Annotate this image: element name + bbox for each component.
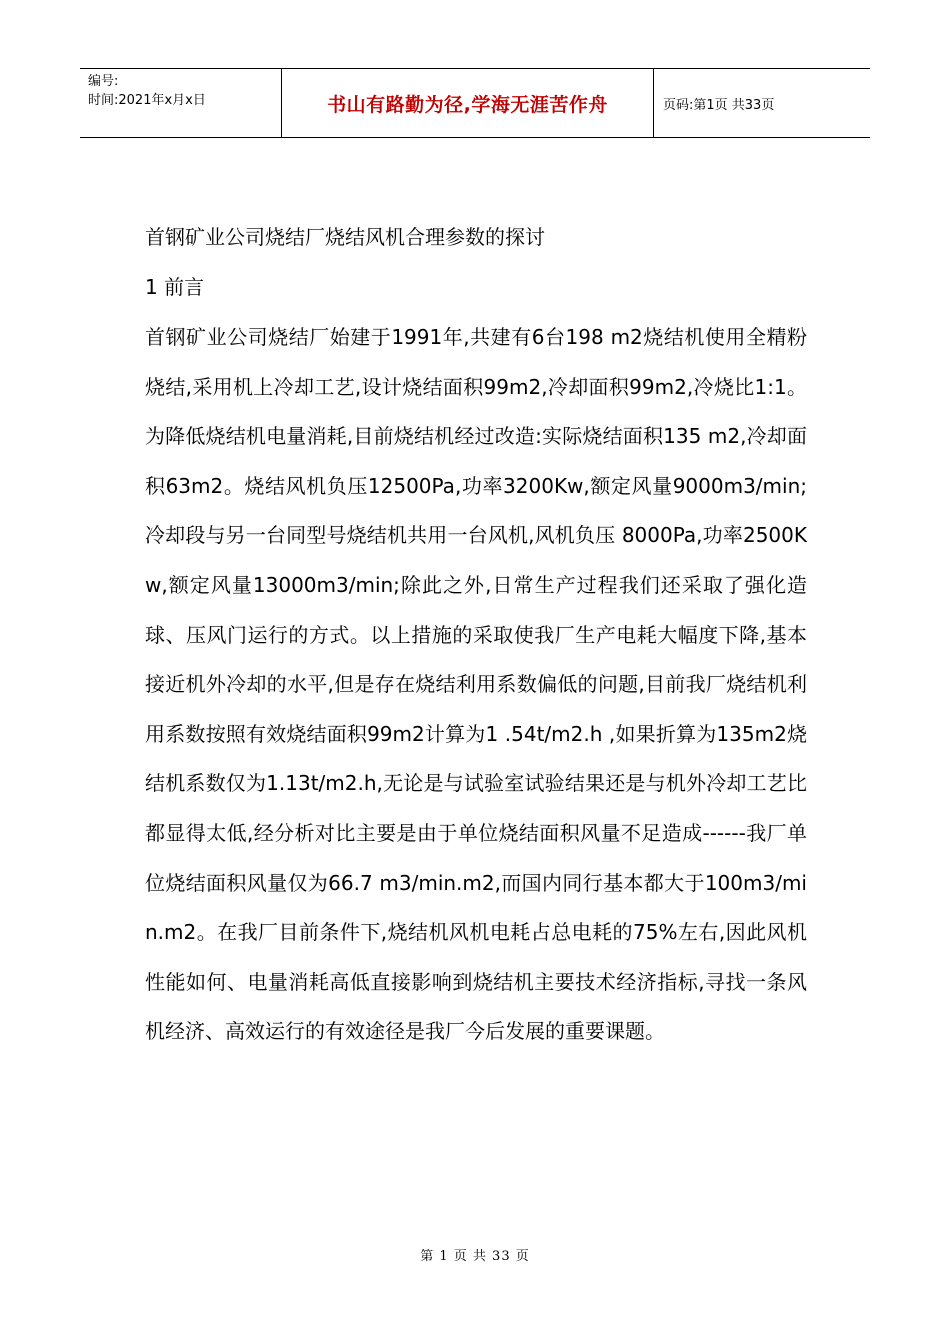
section-heading: 1 前言 xyxy=(145,275,205,299)
date-label: 时间:2021年x月x日 xyxy=(88,93,206,108)
header-page-info: 页码:第1页 共33页 xyxy=(663,97,775,113)
document-title: 首钢矿业公司烧结厂烧结风机合理参数的探讨 xyxy=(145,225,545,249)
document-header xyxy=(80,68,870,138)
header-motto: 书山有路勤为径,学海无涯苦作舟 xyxy=(327,93,608,116)
page-footer: 第 1 页 共 33 页 xyxy=(420,1249,530,1264)
number-label: 编号: xyxy=(88,74,119,89)
header-page-info-cell xyxy=(654,69,870,137)
body-paragraph: 首钢矿业公司烧结厂始建于1991年,共建有6台198 m2烧结机使用全精粉烧结,采用机上冷却工艺,设计烧结面积99m2,冷却面积99m2,冷烧比1:1。为降低烧结机电量消耗,目前烧结机经过改造:实际烧结面积135 m2,冷却面积63m2。烧结风机负压12500Pa,功率3200Kw,额定风量9000m3/min;冷却段与另一台同型号烧结机共用一台风机,风机负压 8000Pa,功率2500Kw,额定风量13000m3/min;除此之外,日常生产过程我们还采取了强化造球、压风门运行的方式。以上措施的采取使我厂生产电耗大幅度下降,基本接近机外冷却的水平,但是存在烧结利用系数偏低的问题,目前我厂烧结机利用系数按照有效烧结面积99m2计算为1 .54t/m2.h ,如果折算为135m2烧结机系数仅为1.13t/m2.h,无论是与试验室试验结果还是与机外冷却工艺比都显得太低,经分析对比主要是由于单位烧结面积风量不足造成------我厂单位烧结面积风量仅为66.7 m3/min.m2,而国内同行基本都大于100m3/min.m2。在我厂目前条件下,烧结机风机电耗占总电耗的75%左右,因此风机性能如何、电量消耗高低直接影响到烧结机主要技术经济指标,寻找一条风机经济、高效运行的有效途径是我厂今后发展的重要课题。 xyxy=(145,325,807,1044)
header-motto-cell xyxy=(282,69,654,137)
document-body xyxy=(145,213,807,1057)
header-meta xyxy=(80,69,282,137)
